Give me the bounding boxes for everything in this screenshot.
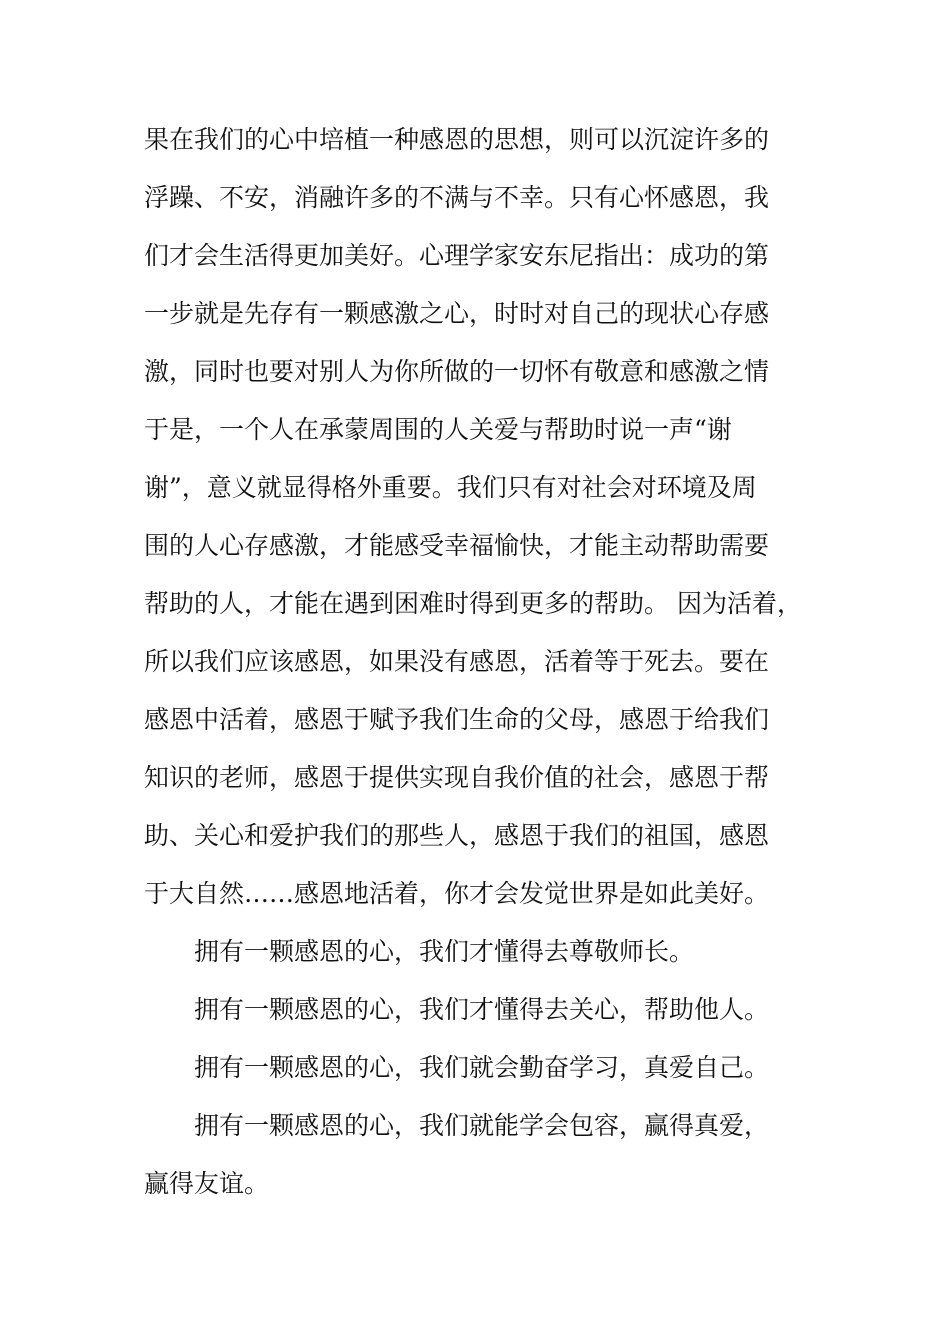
- text-line: 于大自然……感恩地活着，你才会发觉世界是如此美好。: [144, 879, 770, 908]
- text-line: 感恩中活着，感恩于赋予我们生命的父母，感恩于给我们: [144, 705, 770, 734]
- text-line: 知识的老师，感恩于提供实现自我价值的社会，感恩于帮: [144, 763, 770, 792]
- text-line: 浮躁、不安，消融许多的不满与不幸。只有心怀感恩，我: [144, 183, 770, 212]
- text-line: 赢得友谊。: [144, 1169, 270, 1198]
- text-line: 一步就是先存有一颗感激之心，时时对自己的现状心存感: [144, 299, 770, 328]
- text-line: 帮助的人，才能在遇到困难时得到更多的帮助。 因为活着，: [144, 589, 802, 618]
- text-line-indented: 拥有一颗感恩的心，我们才懂得去关心，帮助他人。: [194, 995, 770, 1024]
- text-line: 助、关心和爱护我们的那些人，感恩于我们的祖国，感恩: [144, 821, 770, 850]
- text-line: 谢”，意义就显得格外重要。我们只有对社会对环境及周: [144, 473, 757, 502]
- text-line-indented: 拥有一颗感恩的心，我们才懂得去尊敬师长。: [194, 937, 695, 966]
- text-line-indented: 拥有一颗感恩的心，我们就会勤奋学习，真爱自己。: [194, 1053, 770, 1082]
- text-line-indented: 拥有一颗感恩的心，我们就能学会包容，赢得真爱，: [194, 1111, 770, 1140]
- text-line: 激，同时也要对别人为你所做的一切怀有敬意和感激之情: [144, 357, 770, 386]
- text-line: 围的人心存感激，才能感受幸福愉快，才能主动帮助需要: [144, 531, 770, 560]
- text-line: 于是，一个人在承蒙周围的人关爱与帮助时说一声“谢: [144, 415, 732, 444]
- text-line: 们才会生活得更加美好。心理学家安东尼指出：成功的第: [144, 241, 770, 270]
- text-line: 果在我们的心中培植一种感恩的思想，则可以沉淀许多的: [144, 125, 770, 154]
- body-text: [144, 118, 844, 1220]
- text-line: 所以我们应该感恩，如果没有感恩，活着等于死去。要在: [144, 647, 770, 676]
